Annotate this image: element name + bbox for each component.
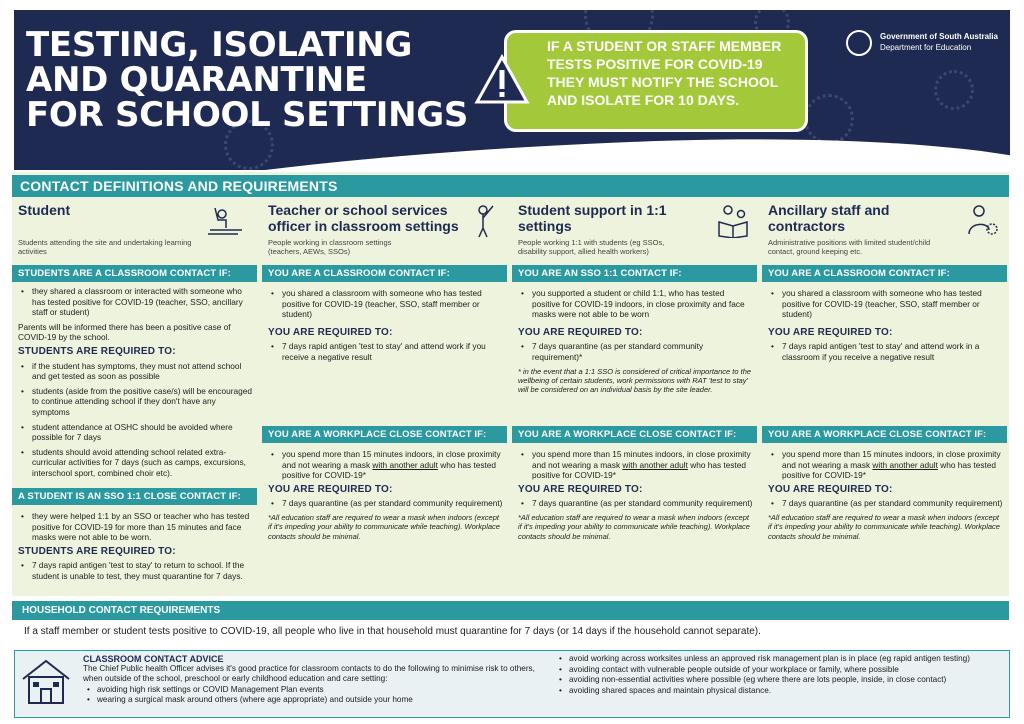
advice-intro: The Chief Public health Officer advises it's good practice for classroom contacts to do the following to minimise risk to others, when outside of the school, preschool or early childhood education and care setting:	[83, 664, 535, 684]
list-item: • 7 days quarantine (as per standard community requirement)	[518, 498, 754, 509]
column-heading: Ancillary staff and contractors	[768, 202, 890, 234]
workplace-contact-bar: YOU ARE A WORKPLACE CLOSE CONTACT IF:	[762, 426, 1007, 443]
column-body-2	[518, 449, 754, 541]
column-body-2	[18, 511, 254, 586]
list-item: • student attendance at OSHC should be avoided where possible for 7 days	[18, 422, 254, 443]
header-banner	[14, 10, 1010, 170]
column-heading: Student support in 1:1 settings	[518, 202, 667, 234]
column-body	[518, 288, 754, 395]
column-ancillary	[762, 198, 1007, 596]
list-item: • if the student has symptoms, they must not attend school and get tested as soon as possible	[18, 361, 254, 382]
column-body-2	[268, 449, 504, 541]
list-item: • avoiding contact with vulnerable people outside of your workplace or family, where possible	[555, 665, 1005, 676]
advice-left	[83, 654, 553, 705]
list-item: • you supported a student or child 1:1, who has tested positive for COVID-19 indoors, in close proximity and face masks were not able to be worn	[518, 288, 754, 320]
list-item: • wearing a surgical mask around others (where age appropriate) and outside your home	[83, 695, 553, 705]
list-item: • they were helped 1:1 by an SSO or teacher who has tested positive for COVID-19 for more than 15 minutes and face masks were not able to be worn.	[18, 511, 254, 543]
list-item: • 7 days quarantine (as per standard community requirement)	[768, 498, 1004, 509]
column-body	[18, 286, 254, 483]
school-icon	[19, 657, 73, 707]
mask-note: *All education staff are required to wear a mask when indoors (except if it's impeding your ability to communicate while teaching). Workplace contacts should be minimal.	[518, 512, 750, 541]
column-subtitle: Students attending the site and undertaking learning activities	[18, 238, 192, 256]
requirements-heading: YOU ARE REQUIRED TO:	[518, 483, 643, 495]
support-icon	[715, 202, 751, 238]
requirements-heading: STUDENTS ARE REQUIRED TO:	[18, 545, 176, 557]
workplace-contact-bar: YOU ARE A WORKPLACE CLOSE CONTACT IF:	[512, 426, 757, 443]
parent-info: Parents will be informed there has been a positive case of COVID-19 by the school.	[18, 321, 231, 343]
student-icon	[197, 202, 243, 238]
workplace-contact-bar: YOU ARE A WORKPLACE CLOSE CONTACT IF:	[262, 426, 507, 443]
list-item: • you spend more than 15 minutes indoors, in close proximity and not wearing a mask with another adult who has tested positive for COVID-19*	[518, 449, 754, 481]
mask-note: *All education staff are required to wear a mask when indoors (except if it's impeding your ability to communicate while teaching). Workplace contacts should be minimal.	[768, 512, 1000, 541]
requirements-heading: YOU ARE REQUIRED TO:	[768, 326, 893, 338]
list-item: • you spend more than 15 minutes indoors, in close proximity and not wearing a mask with another adult who has tested positive for COVID-19*	[268, 449, 504, 481]
gear-icon	[804, 94, 854, 144]
classroom-contact-bar: YOU ARE A CLASSROOM CONTACT IF:	[762, 265, 1007, 282]
household-text: If a staff member or student tests positive to COVID-19, all people who live in that household must quarantine for 7 days (or 14 days if the household cannot separate).	[24, 626, 761, 637]
column-subtitle: Administrative positions with limited student/child contact, ground keeping etc.	[768, 238, 931, 256]
list-item: • avoiding non-essential activities where possible (eg where there are lots people, inside, in close contact)	[555, 675, 1005, 686]
column-body-2	[768, 449, 1004, 541]
list-item: • avoiding shared spaces and maintain physical distance.	[555, 686, 1005, 697]
sso-close-contact-bar: A STUDENT IS AN SSO 1:1 CLOSE CONTACT IF:	[12, 488, 257, 505]
gear-icon	[934, 70, 974, 110]
column-body	[268, 288, 504, 367]
requirements-heading: YOU ARE REQUIRED TO:	[768, 483, 893, 495]
column-student-support	[512, 198, 757, 596]
column-heading: Student	[18, 202, 71, 218]
list-item: • 7 days rapid antigen 'test to stay' and attend work if you receive a negative result	[268, 341, 504, 362]
page-title: TESTING, ISOLATING AND QUARANTINE FOR SCHOOL SETTINGS	[26, 25, 469, 135]
classroom-advice-box	[14, 650, 1010, 718]
list-item: • 7 days rapid antigen 'test to stay' and attend work in a classroom if you receive a negative result	[768, 341, 1004, 362]
requirements-heading: STUDENTS ARE REQUIRED TO:	[18, 345, 176, 357]
column-subtitle: People working 1:1 with students (eg SSOs, disability support, allied health workers)	[518, 238, 665, 256]
list-item: • 7 days quarantine (as per standard community requirement)*	[518, 341, 754, 362]
list-item: • you shared a classroom with someone who has tested positive for COVID-19 (teacher, SSO, staff member or student)	[768, 288, 1004, 320]
ancillary-icon	[965, 202, 1001, 238]
column-student	[12, 198, 257, 596]
column-heading: Teacher or school services officer in classroom settings	[268, 202, 459, 234]
list-item: • they shared a classroom or interacted with someone who has tested positive for COVID-19 (teacher, SSO, ancillary staff or student)	[18, 286, 254, 318]
warning-icon	[474, 54, 530, 106]
alert-box: IF A STUDENT OR STAFF MEMBER TESTS POSITIVE FOR COVID-19 THEY MUST NOTIFY THE SCHOOL AND ISOLATE FOR 10 DAYS.	[504, 30, 808, 132]
list-item: • avoiding high risk settings or COVID Management Plan events	[83, 685, 553, 695]
list-item: • 7 days rapid antigen 'test to stay' to return to school. If the student is unable to test, they must quarantine for 7 days.	[18, 560, 254, 581]
column-body	[768, 288, 1004, 367]
teacher-icon	[465, 202, 501, 238]
requirements-heading: YOU ARE REQUIRED TO:	[268, 483, 393, 495]
household-title: HOUSEHOLD CONTACT REQUIREMENTS	[12, 601, 1009, 620]
mask-note: *All education staff are required to wear a mask when indoors (except if it's impeding your ability to communicate while teaching). Workplace contacts should be minimal.	[268, 512, 500, 541]
column-teacher	[262, 198, 507, 596]
column-subtitle: People working in classroom settings (teachers, AEWs, SSOs)	[268, 238, 392, 256]
sso-note: * in the event that a 1:1 SSO is considered of critical importance to the wellbeing of certain students, work permissions with RAT 'test to stay' will be considered on an individual basis by the site leader.	[518, 366, 752, 395]
section-title: CONTACT DEFINITIONS AND REQUIREMENTS	[12, 175, 1009, 197]
advice-title: CLASSROOM CONTACT ADVICE	[83, 654, 224, 664]
list-item: • avoid working across worksites unless an approved risk management plan is in place (eg rapid antigen testing)	[555, 654, 1005, 665]
list-item: • students (aside from the positive case/s) will be encouraged to continue attending school if they don't have any symptoms	[18, 386, 254, 418]
crest-icon	[846, 30, 872, 56]
list-item: • 7 days quarantine (as per standard community requirement)	[268, 498, 504, 509]
classroom-contact-bar: STUDENTS ARE A CLASSROOM CONTACT IF:	[12, 265, 257, 282]
advice-right	[555, 654, 1005, 696]
list-item: • you spend more than 15 minutes indoors, in close proximity and not wearing a mask with another adult who has tested positive for COVID-19*	[768, 449, 1004, 481]
government-logo: Government of South Australia Department for Education	[846, 30, 1006, 56]
requirements-heading: YOU ARE REQUIRED TO:	[518, 326, 643, 338]
classroom-contact-bar: YOU ARE A CLASSROOM CONTACT IF:	[262, 265, 507, 282]
sso-contact-bar: YOU ARE AN SSO 1:1 CONTACT IF:	[512, 265, 757, 282]
list-item: • students should avoid attending school related extra-curricular activities for 7 days (such as camps, excursions, interschool sport, combined choir etc).	[18, 447, 254, 479]
requirements-heading: YOU ARE REQUIRED TO:	[268, 326, 393, 338]
list-item: • you shared a classroom with someone who has tested positive for COVID-19 (teacher, SSO, staff member or student)	[268, 288, 504, 320]
